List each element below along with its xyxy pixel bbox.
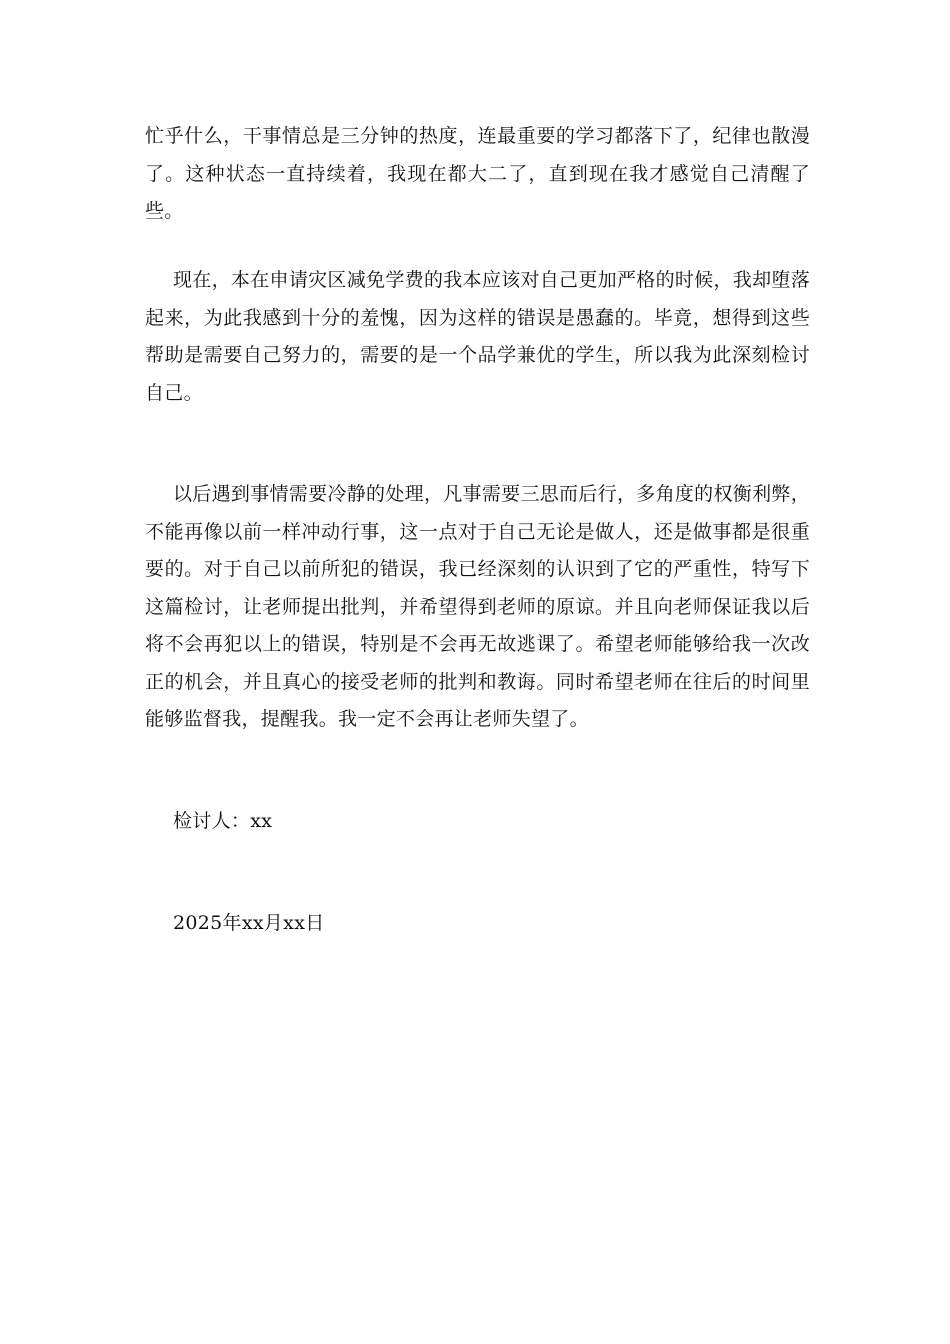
- paragraph-continuation: 忙乎什么，干事情总是三分钟的热度，连最重要的学习都落下了，纪律也散漫了。这种状态一直持续着，我现在都大二了，直到现在我才感觉自己清醒了些。: [145, 125, 810, 222]
- paragraph-promise: 以后遇到事情需要冷静的处理，凡事需要三思而后行，多角度的权衡利弊，不能再像以前一样冲动行事，这一点对于自己无论是做人，还是做事都是很重要的。对于自己以前所犯的错误，我已经深刻的认识到了它的严重性，特写下这篇检讨，让老师提出批判，并希望得到老师的原谅。并且向老师保证我以后将不会再犯以上的错误，特别是不会再无故逃课了。希望老师能够给我一次改正的机会，并且真心的接受老师的批判和教诲。同时希望老师在往后的时间里能够监督我，提醒我。我一定不会再让老师失望了。: [145, 483, 810, 730]
- signer-line: 检讨人：xx: [173, 810, 273, 832]
- paragraph-reflection: 现在，本在申请灾区减免学费的我本应该对自己更加严格的时候，我却堕落起来，为此我感到十分的羞愧，因为这样的错误是愚蠢的。毕竟，想得到这些帮助是需要自己努力的，需要的是一个品学兼优的学生，所以我为此深刻检讨自己。: [145, 269, 810, 404]
- date-line: 2025年xx月xx日: [173, 912, 325, 934]
